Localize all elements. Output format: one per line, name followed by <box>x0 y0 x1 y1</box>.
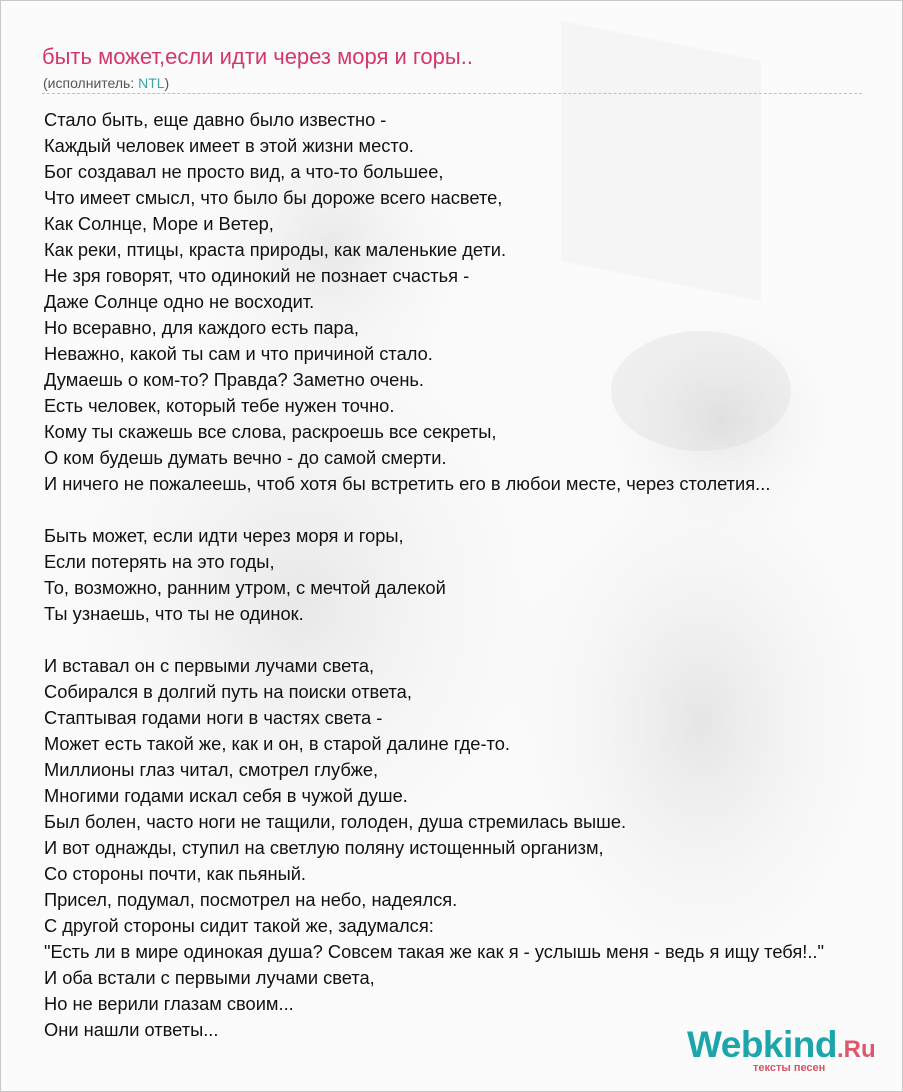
lyric-line: Был болен, часто ноги не тащили, голоден, душа стремилась выше. <box>44 811 627 832</box>
lyric-line: Кому ты скажешь все слова, раскроешь все секреты, <box>44 421 497 442</box>
lyric-line: Ты узнаешь, что ты не одинок. <box>44 603 304 624</box>
lyric-line: Как реки, птицы, краста природы, как маленькие дети. <box>44 239 507 260</box>
lyric-line: Если потерять на это годы, <box>44 551 275 572</box>
lyric-line: Бог создавал не просто вид, а что-то большее, <box>44 161 444 182</box>
lyric-line: Может есть такой же, как и он, в старой далине где-то. <box>44 733 510 754</box>
artist-suffix: ) <box>164 75 170 91</box>
lyric-line: Миллионы глаз читал, смотрел глубже, <box>44 759 379 780</box>
lyric-line: "Есть ли в мире одинокая душа? Совсем такая же как я - услышь меня - ведь я ищу тебя!.." <box>44 941 825 962</box>
lyric-line: Думаешь о ком-то? Правда? Заметно очень. <box>44 369 425 390</box>
lyric-line: Собирался в долгий путь на поиски ответа, <box>44 681 412 702</box>
stanza-2 <box>44 523 903 627</box>
lyric-line: Стаптывая годами ноги в частях света - <box>44 707 383 728</box>
lyric-line: Есть человек, который тебе нужен точно. <box>44 395 395 416</box>
lyric-line: Они нашли ответы... <box>44 1019 219 1040</box>
lyric-line: И вставал он с первыми лучами света, <box>44 655 375 676</box>
artist-link[interactable]: NTL <box>138 75 165 91</box>
lyric-line: О ком будешь думать вечно - до самой смерти. <box>44 447 447 468</box>
page-title: быть может,если идти через моря и горы.. <box>42 44 473 69</box>
lyric-line: С другой стороны сидит такой же, задумался: <box>44 915 434 936</box>
lyric-line: Присел, подумал, посмотрел на небо, надеялся. <box>44 889 458 910</box>
dashed-divider <box>42 93 862 94</box>
stanza-3 <box>44 653 903 1043</box>
lyric-line: Неважно, какой ты сам и что причиной стало. <box>44 343 433 364</box>
stanza-1 <box>44 107 903 497</box>
site-watermark <box>687 1024 876 1074</box>
lyric-line: Но не верили глазам своим... <box>44 993 294 1014</box>
lyric-line: Как Солнце, Море и Ветер, <box>44 213 274 234</box>
watermark-domain: .Ru <box>837 1036 876 1063</box>
lyric-line: Многими годами искал себя в чужой душе. <box>44 785 408 806</box>
lyric-line: Каждый человек имеет в этой жизни место. <box>44 135 414 156</box>
lyric-line: Даже Солнце одно не восходит. <box>44 291 315 312</box>
lyric-line: То, возможно, ранним утром, с мечтой далекой <box>44 577 446 598</box>
lyric-line: И ничего не пожалеешь, чтоб хотя бы встретить его в любои месте, через столетия... <box>44 473 771 494</box>
lyric-line: И вот однажды, ступил на светлую поляну истощенный организм, <box>44 837 604 858</box>
lyric-line: Но всеравно, для каждого есть пара, <box>44 317 359 338</box>
artist-prefix: (исполнитель: <box>43 75 139 91</box>
lyric-line: Что имеет смысл, что было бы дороже всего насвете, <box>44 187 503 208</box>
lyric-line: Быть может, если идти через моря и горы, <box>44 525 404 546</box>
watermark-logo: Webkind <box>687 1024 837 1065</box>
watermark-subtitle: тексты песен <box>753 1062 826 1074</box>
artist-line <box>43 73 169 93</box>
lyrics-text <box>44 107 903 1069</box>
lyric-line: Со стороны почти, как пьяный. <box>44 863 306 884</box>
lyric-line: И оба встали с первыми лучами света, <box>44 967 375 988</box>
lyric-line: Стало быть, еще давно было известно - <box>44 109 387 130</box>
lyric-line: Не зря говорят, что одинокий не познает счастья - <box>44 265 470 286</box>
